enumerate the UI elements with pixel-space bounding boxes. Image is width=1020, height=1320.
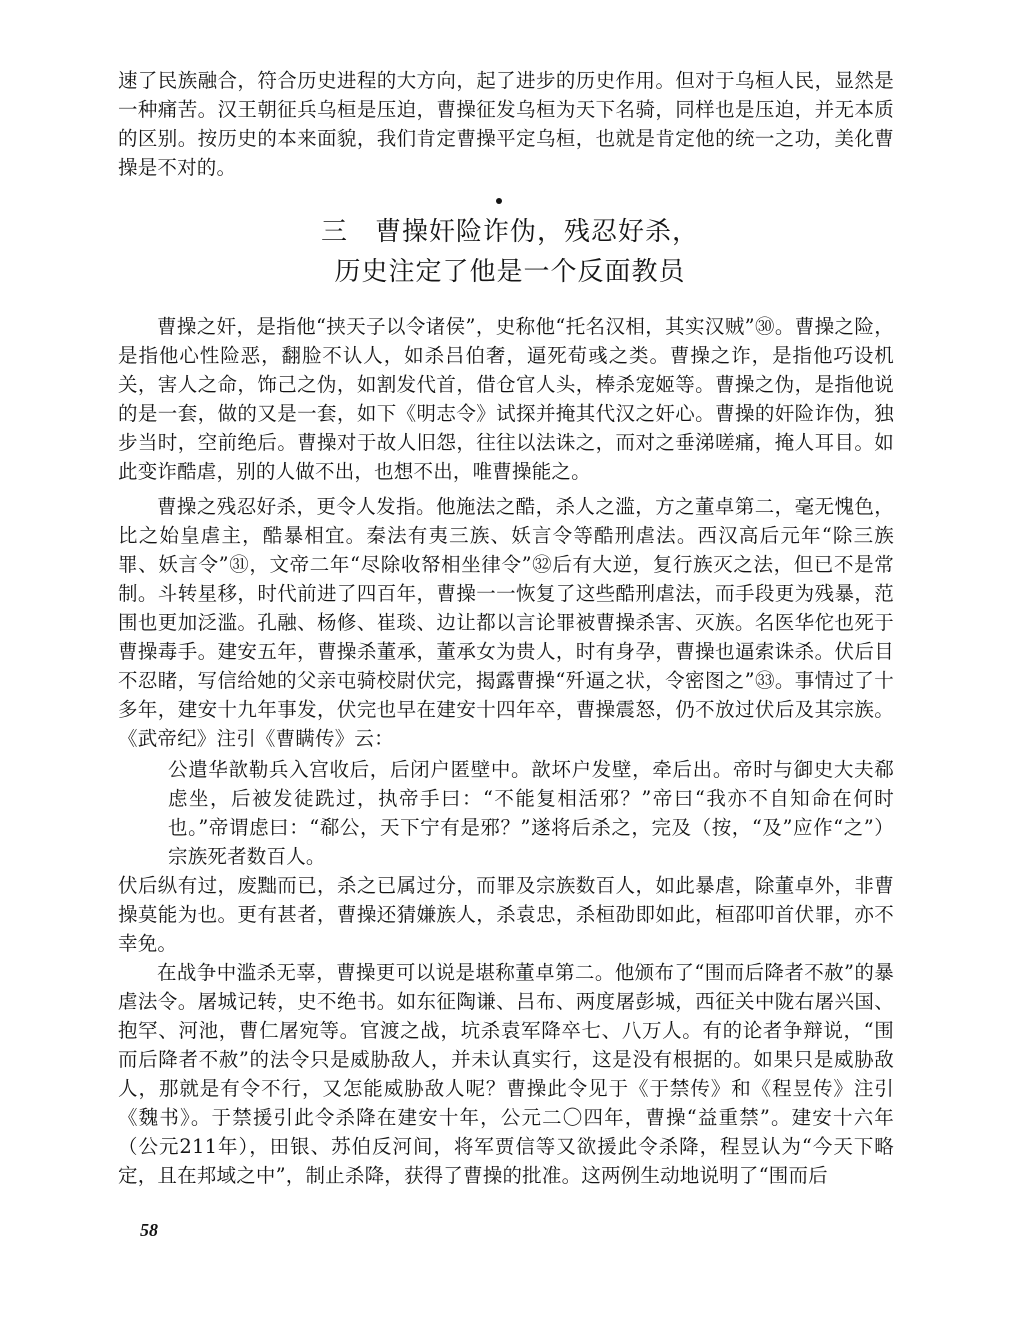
block-quote-cao-man-zhuan: 公遣华歆勒兵入宫收后，后闭户匿壁中。歆坏户发壁，牵后出。帝时与御史大夫郗虑坐，后被发徒跣过，执帝手曰：“不能复相活邪？”帝曰“我亦不自知命在何时也。”帝谓虑曰：“郗公，天下宁有是邪？”遂将后杀之，完及（按，“及”应作“之”）宗族死者数百人。 <box>168 758 894 868</box>
paragraph-war-massacres: 在战争中滥杀无辜，曹操更可以说是堪称董卓第二。他颁布了“围而后降者不赦”的暴虐法令。屠城记转，史不绝书。如东征陶谦、吕布、两度屠彭城，西征关中陇右屠兴国、抱罕、河池，曹仁屠宛等。官渡之战，坑杀袁军降卒七、八万人。有的论者争辩说，“围而后降者不赦”的法令只是威胁敌人，并未认真实行，这是没有根据的。如果只是威胁敌人，那就是有令不行，又怎能威胁敌人呢？曹操此令见于《于禁传》和《程昱传》注引《魏书》。于禁援引此令杀降在建安十年，公元二〇四年，曹操“益重禁”。建安十六年（公元211年），田银、苏伯反河间，将军贾信等又欲援此令杀降，程昱认为“今天下略定，且在邦域之中”，制止杀降，获得了曹操的批准。这两例生动地说明了“围而后 <box>118 961 894 1187</box>
section-dot-marker <box>496 198 502 204</box>
paragraph-intro-continuation: 速了民族融合，符合历史进程的大方向，起了进步的历史作用。但对于乌桓人民，显然是一种痛苦。汉王朝征兵乌桓是压迫，曹操征发乌桓为天下名骑，同样也是压迫，并无本质的区别。按历史的本来面貌，我们肯定曹操平定乌桓，也就是肯定他的统一之功，美化曹操是不对的。 <box>118 69 894 179</box>
section-heading-line-2: 历史注定了他是一个反面教员 <box>334 257 686 287</box>
paragraph-empress-fu: 伏后纵有过，废黜而已，杀之已属过分，而罪及宗族数百人，如此暴虐，除董卓外，非曹操莫能为也。更有甚者，曹操还猜嫌族人，杀袁忠，杀桓劭即如此，桓邵叩首伏罪，亦不幸免。 <box>118 874 894 955</box>
paragraph-treachery: 曹操之奸，是指他“挟天子以令诸侯”，史称他“托名汉相，其实汉贼”㉚。曹操之险，是指他心性险恶，翻脸不认人，如杀吕伯奢，逼死荀彧之类。曹操之诈，是指他巧设机关，害人之命，饰己之伪，如割发代首，借仓官人头，棒杀宠姬等。曹操之伪，是指他说的是一套，做的又是一套，如下《明志令》试探并掩其代汉之奸心。曹操的奸险诈伪，独步当时，空前绝后。曹操对于故人旧怨，往往以法诛之，而对之垂涕嗟痛，掩人耳目。如此变诈酷虐，别的人做不出，也想不出，唯曹操能之。 <box>118 315 894 483</box>
paragraph-cruelty: 曹操之残忍好杀，更令人发指。他施法之酷，杀人之滥，方之董卓第二，毫无愧色，比之始皇虐主，酷暴相宜。秦法有夷三族、妖言令等酷刑虐法。西汉高后元年“除三族罪、妖言令”㉛，文帝二年“尽除收帑相坐律令”㉜后有大逆，复行族灭之法，但已不是常制。斗转星移，时代前进了四百年，曹操一一恢复了这些酷刑虐法，而手段更为残暴，范围也更加泛滥。孔融、杨修、崔琰、边让都以言论罪被曹操杀害、灭族。名医华佗也死于曹操毒手。建安五年，曹操杀董承，董承女为贵人，时有身孕，曹操也逼索诛杀。伏后目不忍睹，写信给她的父亲屯骑校尉伏完，揭露曹操“歼逼之状，令密图之”㉝。事情过了十多年，建安十九年事发，伏完也早在建安十四年卒，曹操震怒，仍不放过伏后及其宗族。《武帝纪》注引《曹瞒传》云： <box>118 495 894 750</box>
section-heading-line-1: 三 曹操奸险诈伪，残忍好杀， <box>320 217 699 247</box>
page-number: 58 <box>140 1220 158 1240</box>
